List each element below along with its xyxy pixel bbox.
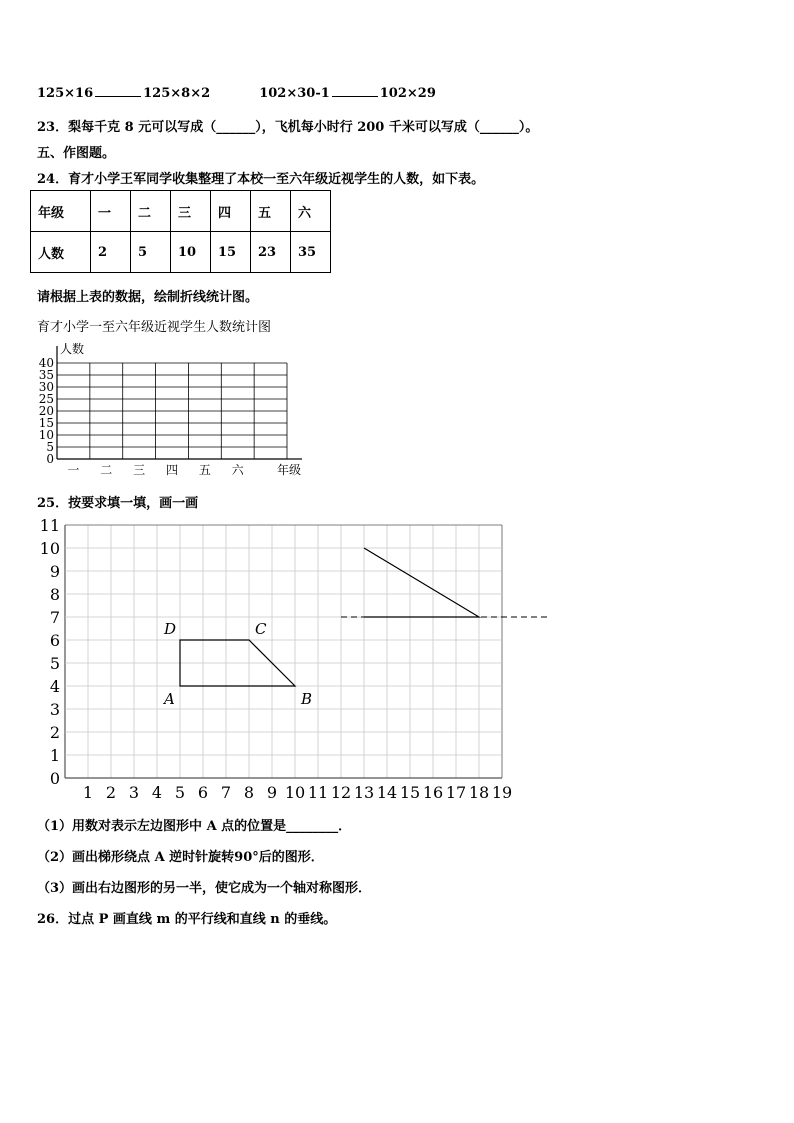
half-triangle[interactable] [364, 548, 479, 617]
grid-x-tick-label: 17 [445, 783, 467, 800]
coordinate-grid[interactable] [40, 515, 560, 800]
grid-y-tick-label: 5 [49, 654, 60, 673]
chart-y-tick-label: 15 [38, 416, 54, 430]
chart-x-tick-label: 三 [133, 463, 146, 477]
table-cell: 15 [211, 232, 251, 273]
grid-y-tick-label: 2 [49, 723, 60, 742]
chart-y-ticks [39, 356, 54, 466]
chart-x-ticks [67, 463, 244, 477]
grid-y-tick-label: 7 [49, 608, 60, 627]
grid-x-tick-label: 13 [353, 783, 375, 800]
chart-y-tick-label: 30 [38, 380, 54, 394]
table-cell: 35 [291, 232, 331, 273]
chart-y-tick-label: 25 [38, 392, 54, 406]
grid-x-tick-label: 1 [82, 783, 94, 800]
chart-x-tick-label: 二 [100, 463, 113, 477]
table-header-cell: 三 [171, 191, 211, 232]
grid-y-tick-label: 9 [49, 562, 60, 581]
grid-x-tick-label: 16 [422, 783, 444, 800]
grid-x-tick-label: 14 [376, 783, 398, 800]
chart-x-tick-label: 一 [67, 463, 80, 477]
question-25-sub2: （2）画出梯形绕点 A 逆时针旋转90°后的图形． [37, 850, 324, 865]
myopia-table [30, 190, 331, 273]
point-label-a: A [164, 690, 175, 708]
grid-x-tick-label: 15 [399, 783, 421, 800]
grid-x-tick-label: 19 [491, 783, 513, 800]
compare-blank-1[interactable] [95, 84, 141, 97]
grid-y-tick-label: 4 [49, 677, 60, 696]
table-cell: 人数 [31, 232, 91, 273]
point-label-d: D [164, 620, 177, 638]
chart-y-tick-label: 40 [38, 356, 54, 370]
chart-x-tick-label: 六 [231, 463, 244, 477]
question-23: 23．梨每千克 8 元可以写成（______），飞机每小时行 200 千米可以写成（______）。 [37, 120, 539, 135]
grid-y-tick-label: 0 [49, 769, 60, 788]
grid-y-tick-label: 3 [49, 700, 60, 719]
grid-x-tick-label: 11 [307, 783, 329, 800]
chart-y-tick-label: 20 [38, 404, 54, 418]
compare-line [37, 84, 436, 101]
grid-x-tick-label: 8 [243, 783, 255, 800]
question-25: 25．按要求填一填，画一画 [37, 496, 199, 511]
chart-x-tick-label: 五 [198, 463, 211, 477]
question-24: 24．育才小学王军同学收集整理了本校一至六年级近视学生的人数，如下表。 [37, 172, 485, 187]
chart-y-tick-label: 5 [46, 440, 54, 454]
grid-y-tick-label: 6 [49, 631, 60, 650]
grid-x-tick-label: 18 [468, 783, 490, 800]
chart-instruction: 请根据上表的数据，绘制折线统计图。 [37, 290, 259, 305]
grid-y-tick-label: 11 [40, 516, 60, 535]
table-cell: 5 [131, 232, 171, 273]
compare-right-b: 102×29 [379, 86, 436, 101]
blank-line-chart[interactable] [30, 338, 320, 483]
grid-x-tick-label: 10 [284, 783, 306, 800]
table-header-cell: 年级 [31, 191, 91, 232]
chart-y-tick-label: 35 [38, 368, 54, 382]
point-label-b: B [301, 690, 313, 708]
compare-left-b: 125×8×2 [143, 86, 211, 101]
grid-y-ticks [40, 516, 60, 788]
chart-y-label: 人数 [60, 342, 85, 356]
grid-x-tick-label: 7 [220, 783, 232, 800]
table-header-cell: 二 [131, 191, 171, 232]
chart-x-label: 年级 [277, 463, 302, 477]
grid-lines [65, 525, 502, 778]
chart-x-tick-label: 四 [165, 463, 179, 477]
grid-x-tick-label: 6 [197, 783, 209, 800]
table-header-cell: 一 [91, 191, 131, 232]
compare-blank-2[interactable] [332, 84, 378, 97]
grid-x-tick-label: 3 [128, 783, 140, 800]
section-heading: 五、作图题。 [37, 146, 116, 161]
grid-x-tick-label: 12 [330, 783, 352, 800]
table-row [31, 232, 331, 273]
grid-x-tick-label: 2 [105, 783, 117, 800]
grid-x-tick-label: 9 [266, 783, 278, 800]
question-26: 26．过点 P 画直线 m 的平行线和直线 n 的垂线。 [37, 912, 337, 927]
table-cell: 2 [91, 232, 131, 273]
chart-title: 育才小学一至六年级近视学生人数统计图 [37, 320, 272, 335]
compare-left-a: 125×16 [37, 86, 94, 101]
question-25-sub3: （3）画出右边图形的另一半，使它成为一个轴对称图形． [37, 881, 372, 896]
grid-x-tick-label: 4 [151, 783, 163, 800]
grid-y-tick-label: 1 [49, 746, 60, 765]
table-header-cell: 六 [291, 191, 331, 232]
grid-x-tick-label: 5 [174, 783, 186, 800]
grid-x-ticks [83, 783, 512, 800]
chart-y-tick-label: 0 [46, 452, 54, 466]
chart-y-tick-label: 10 [38, 428, 54, 442]
table-cell: 10 [171, 232, 211, 273]
chart-grid [57, 346, 302, 459]
grid-y-tick-label: 8 [49, 585, 60, 604]
point-label-c: C [255, 620, 267, 638]
question-25-sub1: （1）用数对表示左边图形中 A 点的位置是________． [37, 819, 352, 834]
table-header-cell: 四 [211, 191, 251, 232]
table-header-cell: 五 [251, 191, 291, 232]
table-row [31, 191, 331, 232]
compare-right-a: 102×30-1 [259, 86, 330, 101]
table-cell: 23 [251, 232, 291, 273]
grid-y-tick-label: 10 [40, 539, 60, 558]
